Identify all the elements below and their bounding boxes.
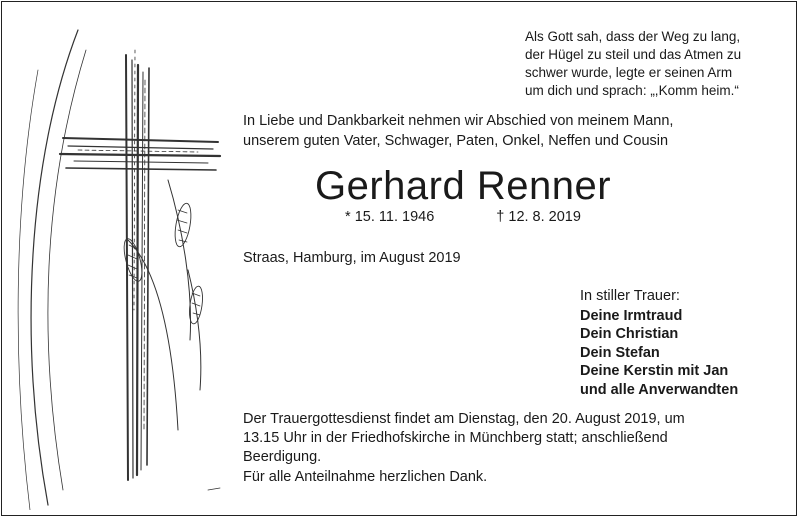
place-date: Straas, Hamburg, im August 2019 <box>243 250 461 266</box>
thanks-line: Für alle Anteilnahme herzlichen Dank. <box>243 469 488 485</box>
service-line: Der Trauergottesdienst findet am Dienstag, den 20. August 2019, um <box>243 411 685 427</box>
cross-with-wheat-icon <box>8 10 238 510</box>
service-line: 13.15 Uhr in der Friedhofskirche in Münchberg statt; anschließend <box>243 430 668 446</box>
service-line: Beerdigung. <box>243 449 322 465</box>
mourners-heading: In stiller Trauer: <box>580 288 680 304</box>
mourner-name: Deine Irmtraud <box>580 307 683 324</box>
mourner-name: und alle Anverwandten <box>580 381 739 398</box>
mourner-name: Deine Kerstin mit Jan <box>580 363 729 379</box>
quote-line: der Hügel zu steil und das Atmen zu <box>525 47 742 62</box>
birth-date: * 15. 11. 1946 <box>345 209 435 225</box>
service-info <box>243 410 788 467</box>
life-dates <box>243 207 683 227</box>
intro-text <box>243 111 783 151</box>
mourner-name: Dein Christian <box>580 326 679 342</box>
quote-line: Als Gott sah, dass der Weg zu lang, <box>525 29 741 44</box>
quote-line: um dich und sprach: „,Komm heim.“ <box>525 83 739 98</box>
quote-line: schwer wurde, legte er seinen Arm <box>525 65 733 80</box>
deceased-name: Gerhard Renner <box>314 164 612 208</box>
intro-line: unserem guten Vater, Schwager, Paten, Onkel, Neffen und Cousin <box>243 133 669 149</box>
death-date: † 12. 8. 2019 <box>496 209 581 225</box>
mourners-block <box>580 287 790 399</box>
quote-block <box>525 28 787 100</box>
intro-line: In Liebe und Dankbarkeit nehmen wir Abschied von meinem Mann, <box>243 113 674 129</box>
mourner-name: Dein Stefan <box>580 344 660 361</box>
